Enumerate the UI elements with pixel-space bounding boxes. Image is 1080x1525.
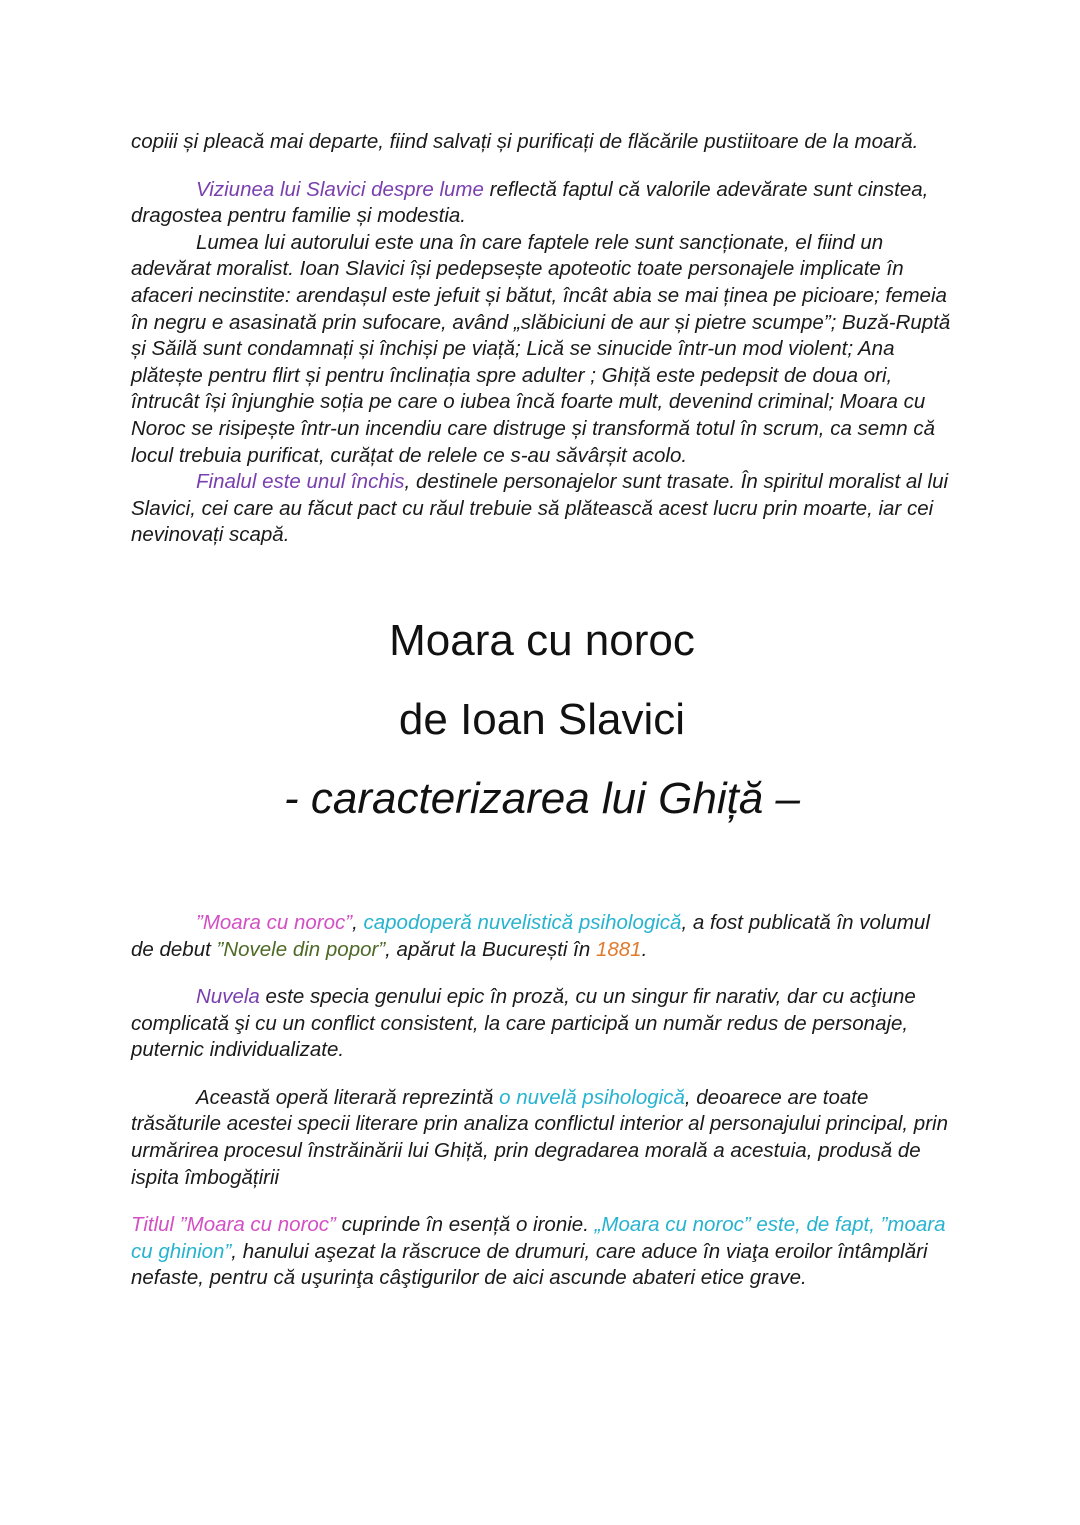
text-fragment: , deoarece are toate trăsăturile acestei specii literare prin analiza conflictul interior al personajului principal, prin urmărirea procesul înstrăinării lui Ghiță, prin degradarea morală a acestuia, produsă de ispita îmbogățirii (131, 1085, 948, 1189)
paragraph-finalul-text: , destinele personajelor sunt trasate. În spiritul moralist al lui Slavici, cei care au făcut pact cu răul trebuie să plătească acest lucru prin moarte, iar cei nevinovați scapă. (131, 470, 949, 547)
paragraph-titlul (131, 1212, 953, 1292)
paragraph-lumea-text: Lumea lui autorului este una în care faptele rele sunt sancționate, el fiind un adevărat moralist. Ioan Slavici își pedepsește apoteotic toate personajele implicate în afaceri necinstite: arendașul este jefuit și bătut, încât abia se mai ținea pe picioare; femeia în negru e asasinată prin sufocare, având „slăbiciuni de aur și pietre scumpe”; Buză-Ruptă și Săilă sunt condamnați și închiși pe viață; Lică se sinucide într-un mod violent; Ana plătește pentru flirt și pentru înclinația spre adulter ; Ghiță este pedepsit de doua ori, întrucât își înjunghie soția pe care o iubea încă foarte mult, devenind criminal; Moara cu Noroc se risipește într-un incendiu care distruge și transformă totul în scrum, ca semn că locul trebuia purificat, curățat de relele ce s-au săvârșit acolo. (131, 230, 951, 467)
paragraph-publicare (131, 910, 953, 963)
text-fragment: Această operă literară reprezintă (196, 1085, 500, 1109)
text-fragment: , a fost publicată în volumul de debut (131, 910, 930, 961)
highlight-finalul: Finalul este unul închis (196, 470, 405, 494)
title-block (131, 601, 953, 838)
highlight-nuvela: Nuvela (196, 985, 260, 1009)
paragraph-lumea (131, 230, 953, 469)
page-title: Moara cu noroc (389, 615, 695, 665)
paragraph-ending (131, 129, 953, 156)
document-page (131, 129, 953, 1292)
paragraph-ending-text: copiii și pleacă mai departe, fiind salvați și purificați de flăcările pustiitoare de la moară. (131, 130, 919, 153)
text-fragment: cuprinde în esență o ironie. (335, 1213, 595, 1237)
text-fragment: . (641, 937, 648, 961)
highlight-title-ref: ”Moara cu noroc” (196, 910, 353, 934)
highlight-nuvela-psihologica: o nuvelă psihologică (499, 1085, 685, 1109)
highlight-year: 1881 (595, 937, 642, 961)
highlight-volum: ”Novele din popor” (216, 937, 386, 961)
paragraph-viziunea-text: reflectă faptul că valorile adevărate sunt cinstea, dragostea pentru familie și modestia. (131, 177, 929, 228)
highlight-capodopera: capodoperă nuvelistică psihologică (363, 910, 682, 934)
page-subtitle: - caracterizarea lui Ghiță – (284, 773, 800, 823)
highlight-titlul: Titlul ”Moara cu noroc” (131, 1213, 336, 1237)
paragraph-nuvela (131, 984, 953, 1064)
paragraph-finalul (131, 469, 953, 549)
text-fragment: , hanului aşezat la răscruce de drumuri, care aduce în viaţa eroilor întâmplări nefaste, pentru că uşurinţa câştigurilor de aici ascunde abateri etice grave. (131, 1239, 928, 1290)
highlight-ironie: „Moara cu noroc” este, de fapt, ”moara cu ghinion” (131, 1213, 946, 1263)
highlight-viziunea: Viziunea lui Slavici despre lume (196, 177, 484, 201)
paragraph-opera (131, 1085, 953, 1191)
text-fragment: , apărut la București în (385, 937, 596, 961)
paragraph-nuvela-text: este specia genului epic în proză, cu un singur fir narativ, dar cu acţiune complicată şi cu un conflict consistent, la care participă un număr redus de personaje, puternic individualizate. (131, 985, 916, 1062)
page-author: de Ioan Slavici (398, 694, 686, 744)
text-fragment: , (352, 910, 364, 934)
paragraph-viziunea (131, 177, 953, 230)
